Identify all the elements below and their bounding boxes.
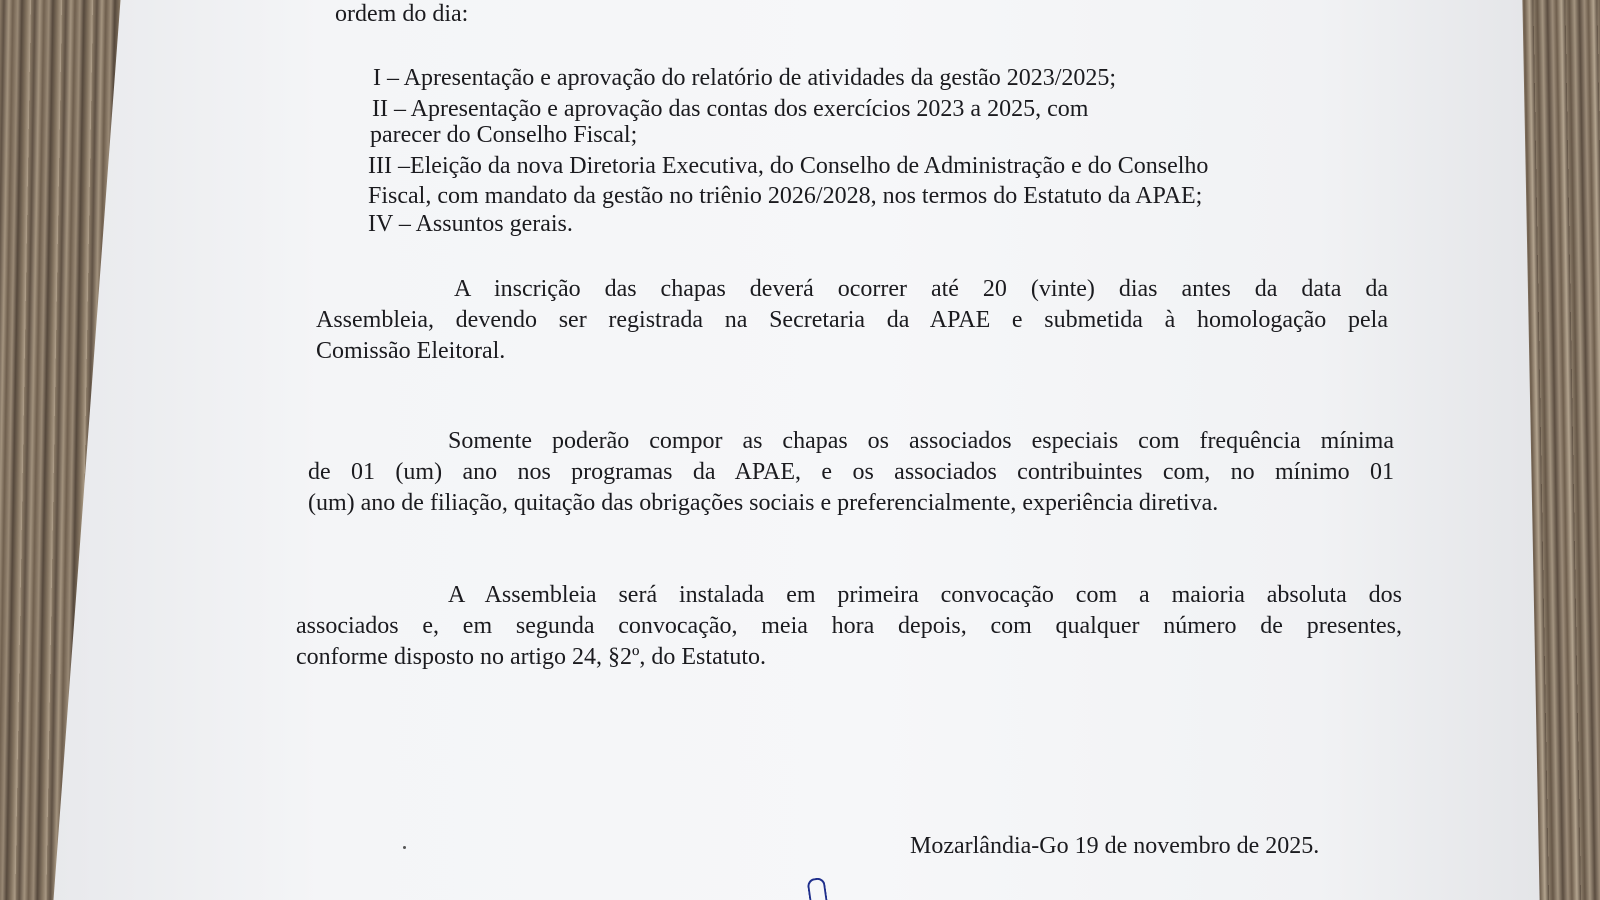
paragraph-inscricao (316, 274, 1388, 367)
paragraph-assembleia-line-1: A Assembleia será instalada em primeira convocação com a maioria absoluta dos (448, 582, 1402, 608)
paragraph-chapas-line-1: Somente poderão compor as chapas os associados especiais com frequência mínima (448, 428, 1394, 454)
paragraph-chapas (308, 426, 1394, 519)
agenda-item-3-line-2: Fiscal, com mandato da gestão no triênio 2026/2028, nos termos do Estatuto da APAE; (368, 183, 1203, 209)
place-date: Mozarlândia-Go 19 de novembro de 2025. (910, 833, 1320, 859)
paragraph-assembleia (296, 580, 1402, 673)
paragraph-inscricao-line-3: Comissão Eleitoral. (316, 338, 506, 364)
paragraph-inscricao-line-1: A inscrição das chapas deverá ocorrer até 20 (vinte) dias antes da data da (454, 276, 1388, 302)
paragraph-assembleia-line-3: conforme disposto no artigo 24, §2º, do Estatuto. (296, 644, 767, 670)
paragraph-inscricao-line-2: Assembleia, devendo ser registrada na Secretaria da APAE e submetida à homologação pela (316, 307, 1388, 333)
agenda-item-2-line-2: parecer do Conselho Fiscal; (370, 122, 638, 148)
agenda-item-1: I – Apresentação e aprovação do relatório de atividades da gestão 2023/2025; (373, 65, 1117, 91)
agenda-item-3-line-1: III –Eleição da nova Diretoria Executiva, do Conselho de Administração e do Conselho (368, 153, 1209, 179)
agenda-item-4: IV – Assuntos gerais. (368, 211, 573, 237)
agenda-item-2-line-1: II – Apresentação e aprovação das contas dos exercícios 2023 a 2025, com (372, 96, 1089, 122)
ink-dot (403, 846, 406, 849)
paragraph-assembleia-line-2: associados e, em segunda convocação, meia hora depois, com qualquer número de presentes, (296, 613, 1402, 639)
paragraph-chapas-line-2: de 01 (um) ano nos programas da APAE, e os associados contribuintes com, no mínimo 01 (308, 459, 1394, 485)
paragraph-chapas-line-3: (um) ano de filiação, quitação das obrigações sociais e preferencialmente, experiência diretiva. (308, 490, 1219, 516)
intro-text: ordem do dia: (335, 1, 469, 27)
